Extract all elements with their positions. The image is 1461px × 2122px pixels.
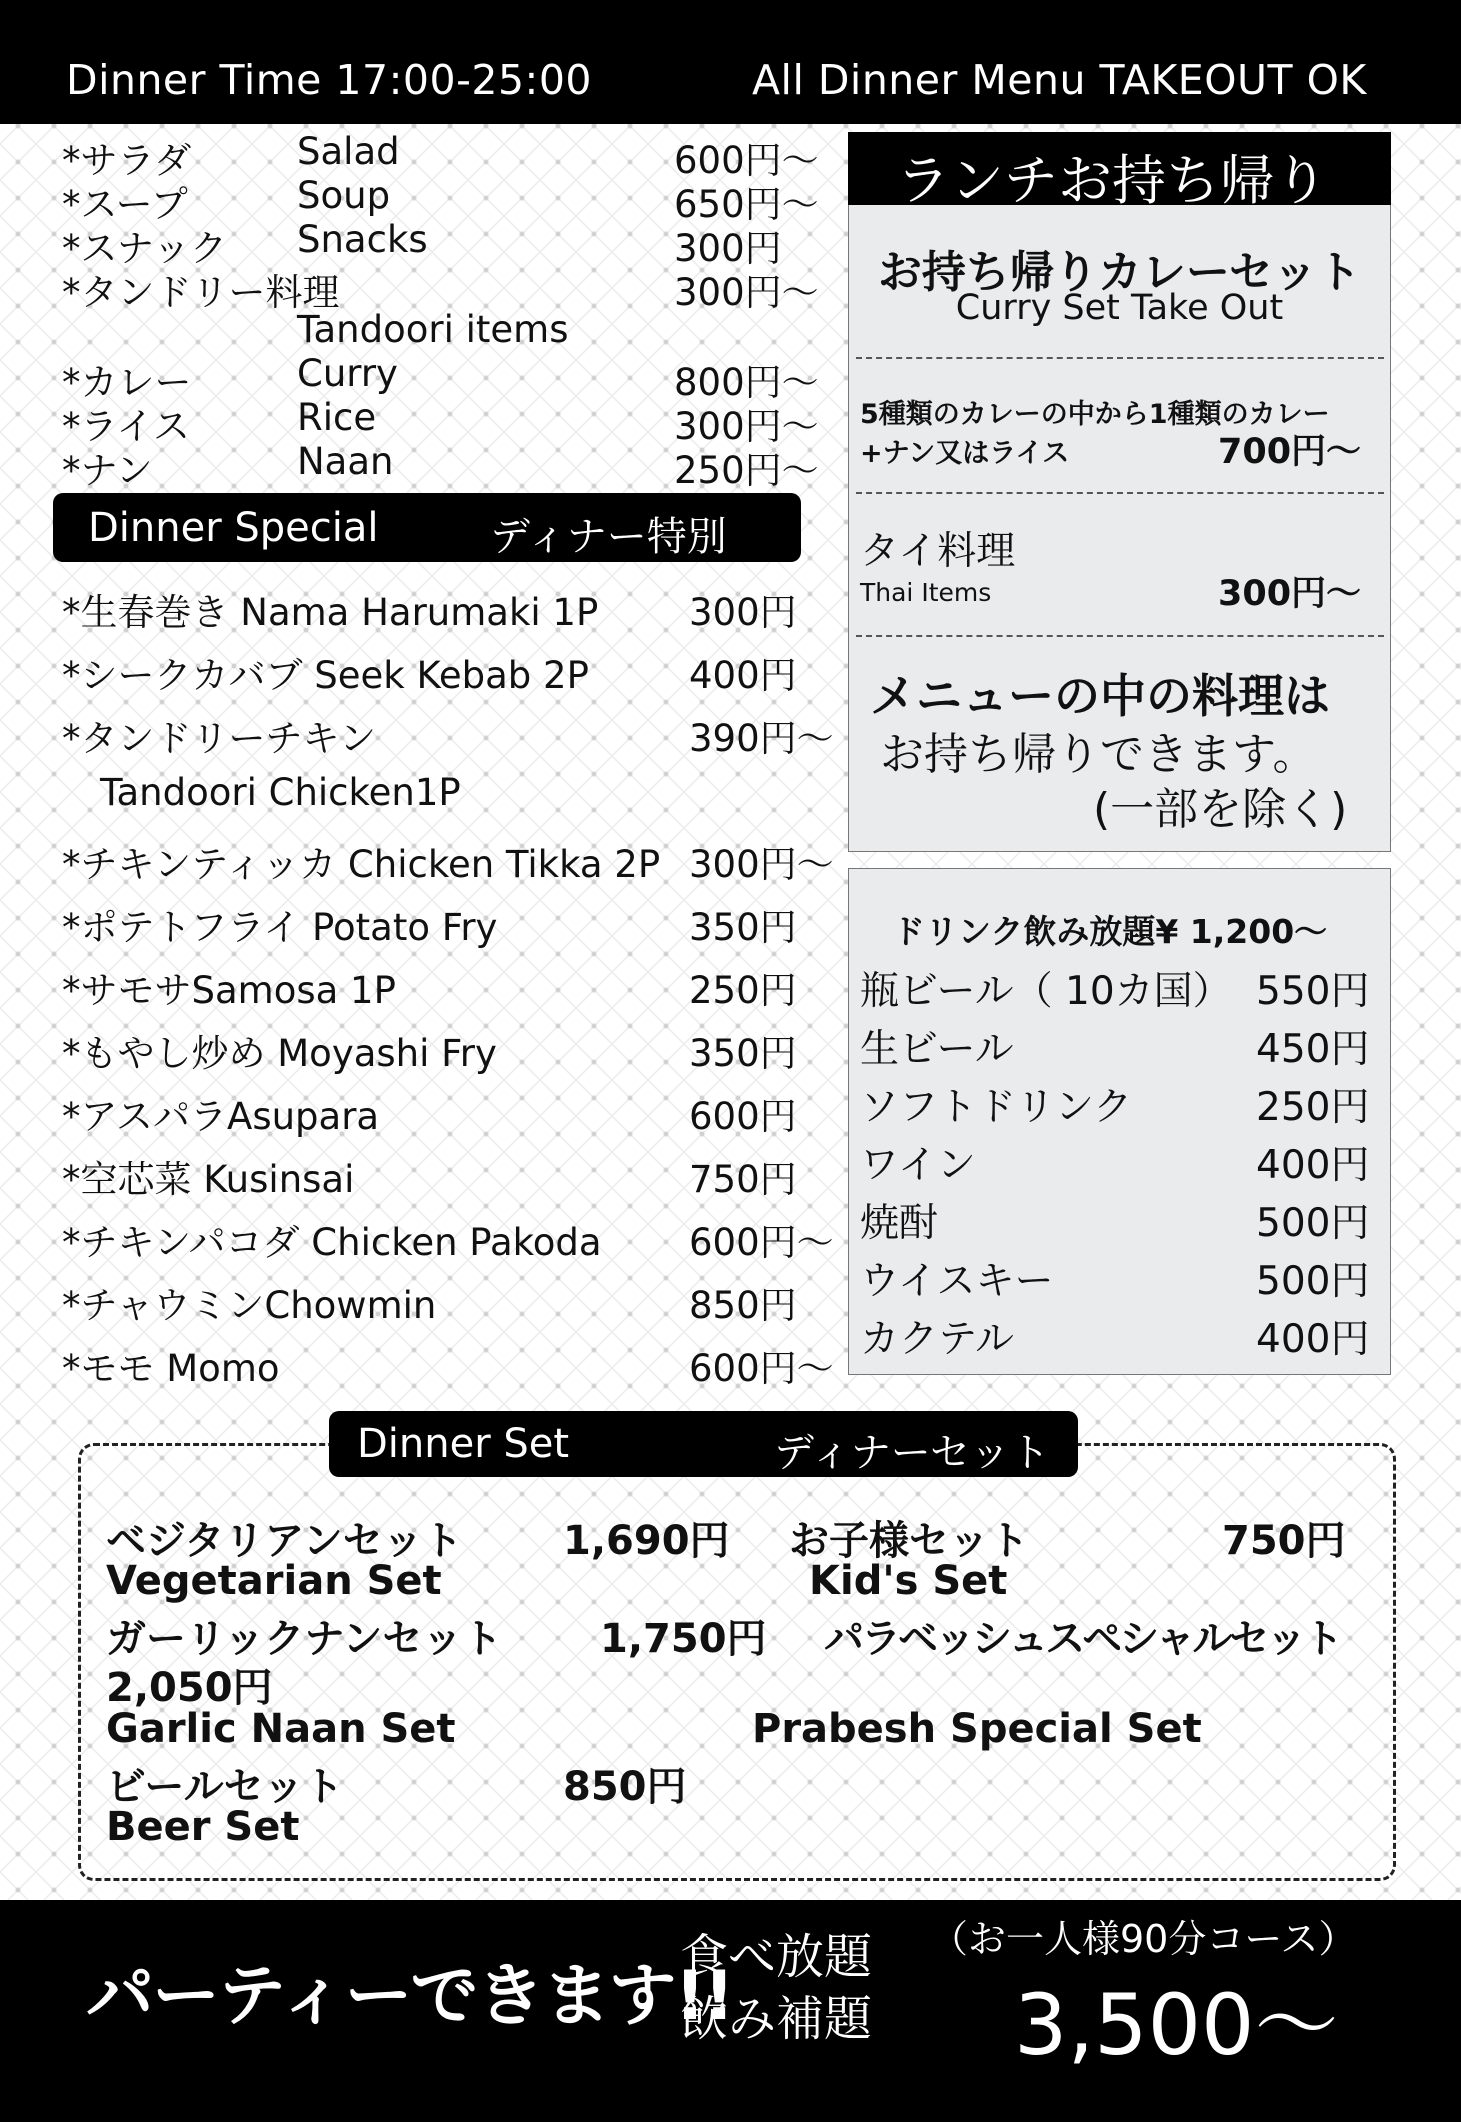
special-item-price: 600円 <box>689 1095 797 1138</box>
menu-item-en: Tandoori items <box>297 308 569 351</box>
drink-price: 500円 <box>1256 1259 1370 1304</box>
dinner-time: Dinner Time 17:00-25:00 <box>66 56 593 104</box>
garlic-set-en: Garlic Naan Set <box>106 1706 456 1752</box>
header-bar <box>0 0 1461 124</box>
dinner-set-title-jp: ディナーセット <box>774 1430 1050 1476</box>
special-item-name: *シークカバブ Seek Kebab 2P <box>62 654 589 697</box>
divider <box>856 492 1384 494</box>
takeout-note-1: メニューの中の料理は <box>870 669 1330 723</box>
special-item-name: *チキンティッカ Chicken Tikka 2P <box>62 843 661 886</box>
list-item <box>62 645 842 695</box>
list-item <box>62 1149 842 1199</box>
drink-price: 550円 <box>1256 969 1370 1014</box>
special-item-name: *チャウミンChowmin <box>62 1284 437 1327</box>
curry-set-price: 700円～ <box>1218 432 1362 472</box>
party-price: 3,500～ <box>1014 1976 1339 2074</box>
menu-item-en: Snacks <box>297 218 428 261</box>
menu-item-price: 300円～ <box>674 271 819 314</box>
curry-set-desc: 5種類のカレーの中から1種類のカレー <box>860 399 1330 430</box>
menu-item-jp: *ナン <box>62 449 153 492</box>
thai-price: 300円～ <box>1218 574 1362 614</box>
drink-name: 瓶ビール（ 10カ国） <box>860 969 1232 1014</box>
beer-set-jp: ビールセット <box>106 1764 344 1810</box>
special-item-price: 750円 <box>689 1158 797 1201</box>
menu-item-en: Rice <box>297 396 377 439</box>
list-item <box>860 1076 1370 1130</box>
special-item-name: *アスパラAsupara <box>62 1095 380 1138</box>
menu-row <box>62 130 822 182</box>
menu-row <box>62 262 822 314</box>
beer-set-en: Beer Set <box>106 1804 300 1850</box>
menu-item-en: Naan <box>297 440 394 483</box>
dinner-special-title-jp: ディナー特別 <box>490 514 727 560</box>
takeout-title-bar <box>848 132 1391 212</box>
drink-price: 500円 <box>1256 1201 1370 1246</box>
dinner-set-header <box>329 1411 1078 1477</box>
list-item <box>62 1023 842 1073</box>
party-banner: パーティーできます!! <box>86 1957 733 2036</box>
special-item-name: *生春巻き Nama Harumaki 1P <box>62 591 599 634</box>
garlic-set-jp: ガーリックナンセット <box>106 1616 503 1662</box>
divider <box>856 357 1384 359</box>
drink-price: 450円 <box>1256 1027 1370 1072</box>
menu-item-jp: *サラダ <box>62 139 192 182</box>
special-item-price: 390円～ <box>689 717 834 760</box>
menu-item-price: 600円～ <box>674 139 819 182</box>
list-item <box>62 834 842 884</box>
list-item <box>860 1134 1370 1188</box>
menu-item-jp: *スープ <box>62 183 188 226</box>
special-item-name: *もやし炒め Moyashi Fry <box>62 1032 497 1075</box>
special-item-price: 300円～ <box>689 843 834 886</box>
course-note: （お一人様90分コース） <box>930 1917 1357 1961</box>
menu-row <box>62 174 822 226</box>
menu-row <box>62 218 822 270</box>
curry-set-desc-2: +ナン又はライス <box>860 438 1070 469</box>
menu-item-jp: *カレー <box>62 361 192 404</box>
takeout-ok-banner: All Dinner Menu TAKEOUT OK <box>752 56 1367 104</box>
list-item <box>860 1250 1370 1304</box>
special-item-name: *タンドリーチキン <box>62 717 377 760</box>
dinner-set-title-en: Dinner Set <box>357 1421 570 1467</box>
all-you-can-eat: 食べ放題 <box>680 1929 873 1985</box>
dinner-special-header <box>53 493 801 562</box>
drink-name: 焼酎 <box>860 1201 939 1246</box>
drink-name: 生ビール <box>860 1027 1014 1072</box>
special-item-name: *モモ Momo <box>62 1347 280 1390</box>
menu-item-jp: *ライス <box>62 405 191 448</box>
special-item-price: 600円～ <box>689 1221 834 1264</box>
menu-row <box>62 308 822 352</box>
menu-row <box>62 396 822 448</box>
thai-subtitle: Thai Items <box>860 578 992 607</box>
list-item <box>62 960 842 1010</box>
special-item-price: 350円 <box>689 906 797 949</box>
drink-name: ワイン <box>860 1143 976 1188</box>
menu-item-price: 800円～ <box>674 361 819 404</box>
list-item <box>62 897 842 947</box>
prabesh-set-jp: パラベッシュスペシャルセット <box>824 1616 1341 1662</box>
veg-set-price: 1,690円 <box>563 1518 730 1564</box>
drink-name: カクテル <box>860 1317 1015 1362</box>
takeout-title: ランチお持ち帰り <box>896 149 1328 212</box>
menu-item-en: Salad <box>297 130 400 173</box>
special-item-name: *空芯菜 Kusinsai <box>62 1158 355 1201</box>
menu-item-price: 300円 <box>674 227 782 270</box>
prabesh-set-en: Prabesh Special Set <box>752 1706 1202 1752</box>
kids-set-jp: お子様セット <box>789 1518 1029 1564</box>
party-footer <box>0 1900 1461 2122</box>
special-item-price: 250円 <box>689 969 797 1012</box>
list-item <box>62 1212 842 1262</box>
kids-set-price: 750円 <box>1222 1518 1346 1564</box>
dinner-special-title-en: Dinner Special <box>88 505 379 551</box>
list-item <box>860 1308 1370 1362</box>
special-item-name: Tandoori Chicken1P <box>100 771 461 814</box>
divider <box>856 635 1384 637</box>
menu-item-jp: *タンドリー料理 <box>62 271 340 314</box>
curry-set-title: お持ち帰りカレーセット <box>877 247 1362 298</box>
prabesh-set-price: 2,050円 <box>106 1665 273 1711</box>
garlic-set-price: 1,750円 <box>600 1616 767 1662</box>
special-item-name: *ポテトフライ Potato Fry <box>62 906 498 949</box>
special-item-price: 350円 <box>689 1032 797 1075</box>
special-item-name: *チキンパコダ Chicken Pakoda <box>62 1221 602 1264</box>
menu-item-price: 250円～ <box>674 449 819 492</box>
list-item <box>62 1275 842 1325</box>
curry-set-subtitle: Curry Set Take Out <box>955 288 1284 328</box>
drink-name: ソフトドリンク <box>860 1085 1133 1130</box>
special-item-price: 850円 <box>689 1284 797 1327</box>
menu-item-en: Soup <box>297 174 391 217</box>
list-item <box>860 1018 1370 1072</box>
menu-item-jp: *スナック <box>62 227 228 270</box>
menu-row <box>62 440 822 492</box>
drink-price: 250円 <box>1256 1085 1370 1130</box>
veg-set-jp: ベジタリアンセット <box>106 1518 463 1564</box>
special-item-price: 600円～ <box>689 1347 834 1390</box>
special-item-name: *サモサSamosa 1P <box>62 969 396 1012</box>
thai-title: タイ料理 <box>860 529 1016 574</box>
menu-item-price: 300円～ <box>674 405 819 448</box>
menu-item-en: Curry <box>297 352 398 395</box>
special-item-price: 400円 <box>689 654 797 697</box>
list-item <box>62 1338 842 1388</box>
veg-set-en: Vegetarian Set <box>106 1558 442 1604</box>
list-item <box>62 708 842 758</box>
list-item <box>860 960 1370 1014</box>
list-item <box>860 1192 1370 1246</box>
kids-set-en: Kid's Set <box>809 1558 1008 1604</box>
drink-name: ウイスキー <box>860 1259 1054 1304</box>
beer-set-price: 850円 <box>563 1764 687 1810</box>
special-item-price: 300円 <box>689 591 797 634</box>
menu-item-price: 650円～ <box>674 183 819 226</box>
takeout-note-2: お持ち帰りできます。 <box>880 729 1317 780</box>
all-you-can-drink: 飲み補題 <box>680 1991 873 2047</box>
list-item <box>62 582 842 632</box>
drinks-title: ドリンク飲み放題¥ 1,200～ <box>892 912 1328 951</box>
list-item <box>62 1086 842 1136</box>
list-item <box>62 771 842 821</box>
takeout-note-3: (一部を除く) <box>1093 784 1348 835</box>
drink-price: 400円 <box>1256 1143 1370 1188</box>
menu-row <box>62 352 822 404</box>
drink-price: 400円 <box>1256 1317 1370 1362</box>
